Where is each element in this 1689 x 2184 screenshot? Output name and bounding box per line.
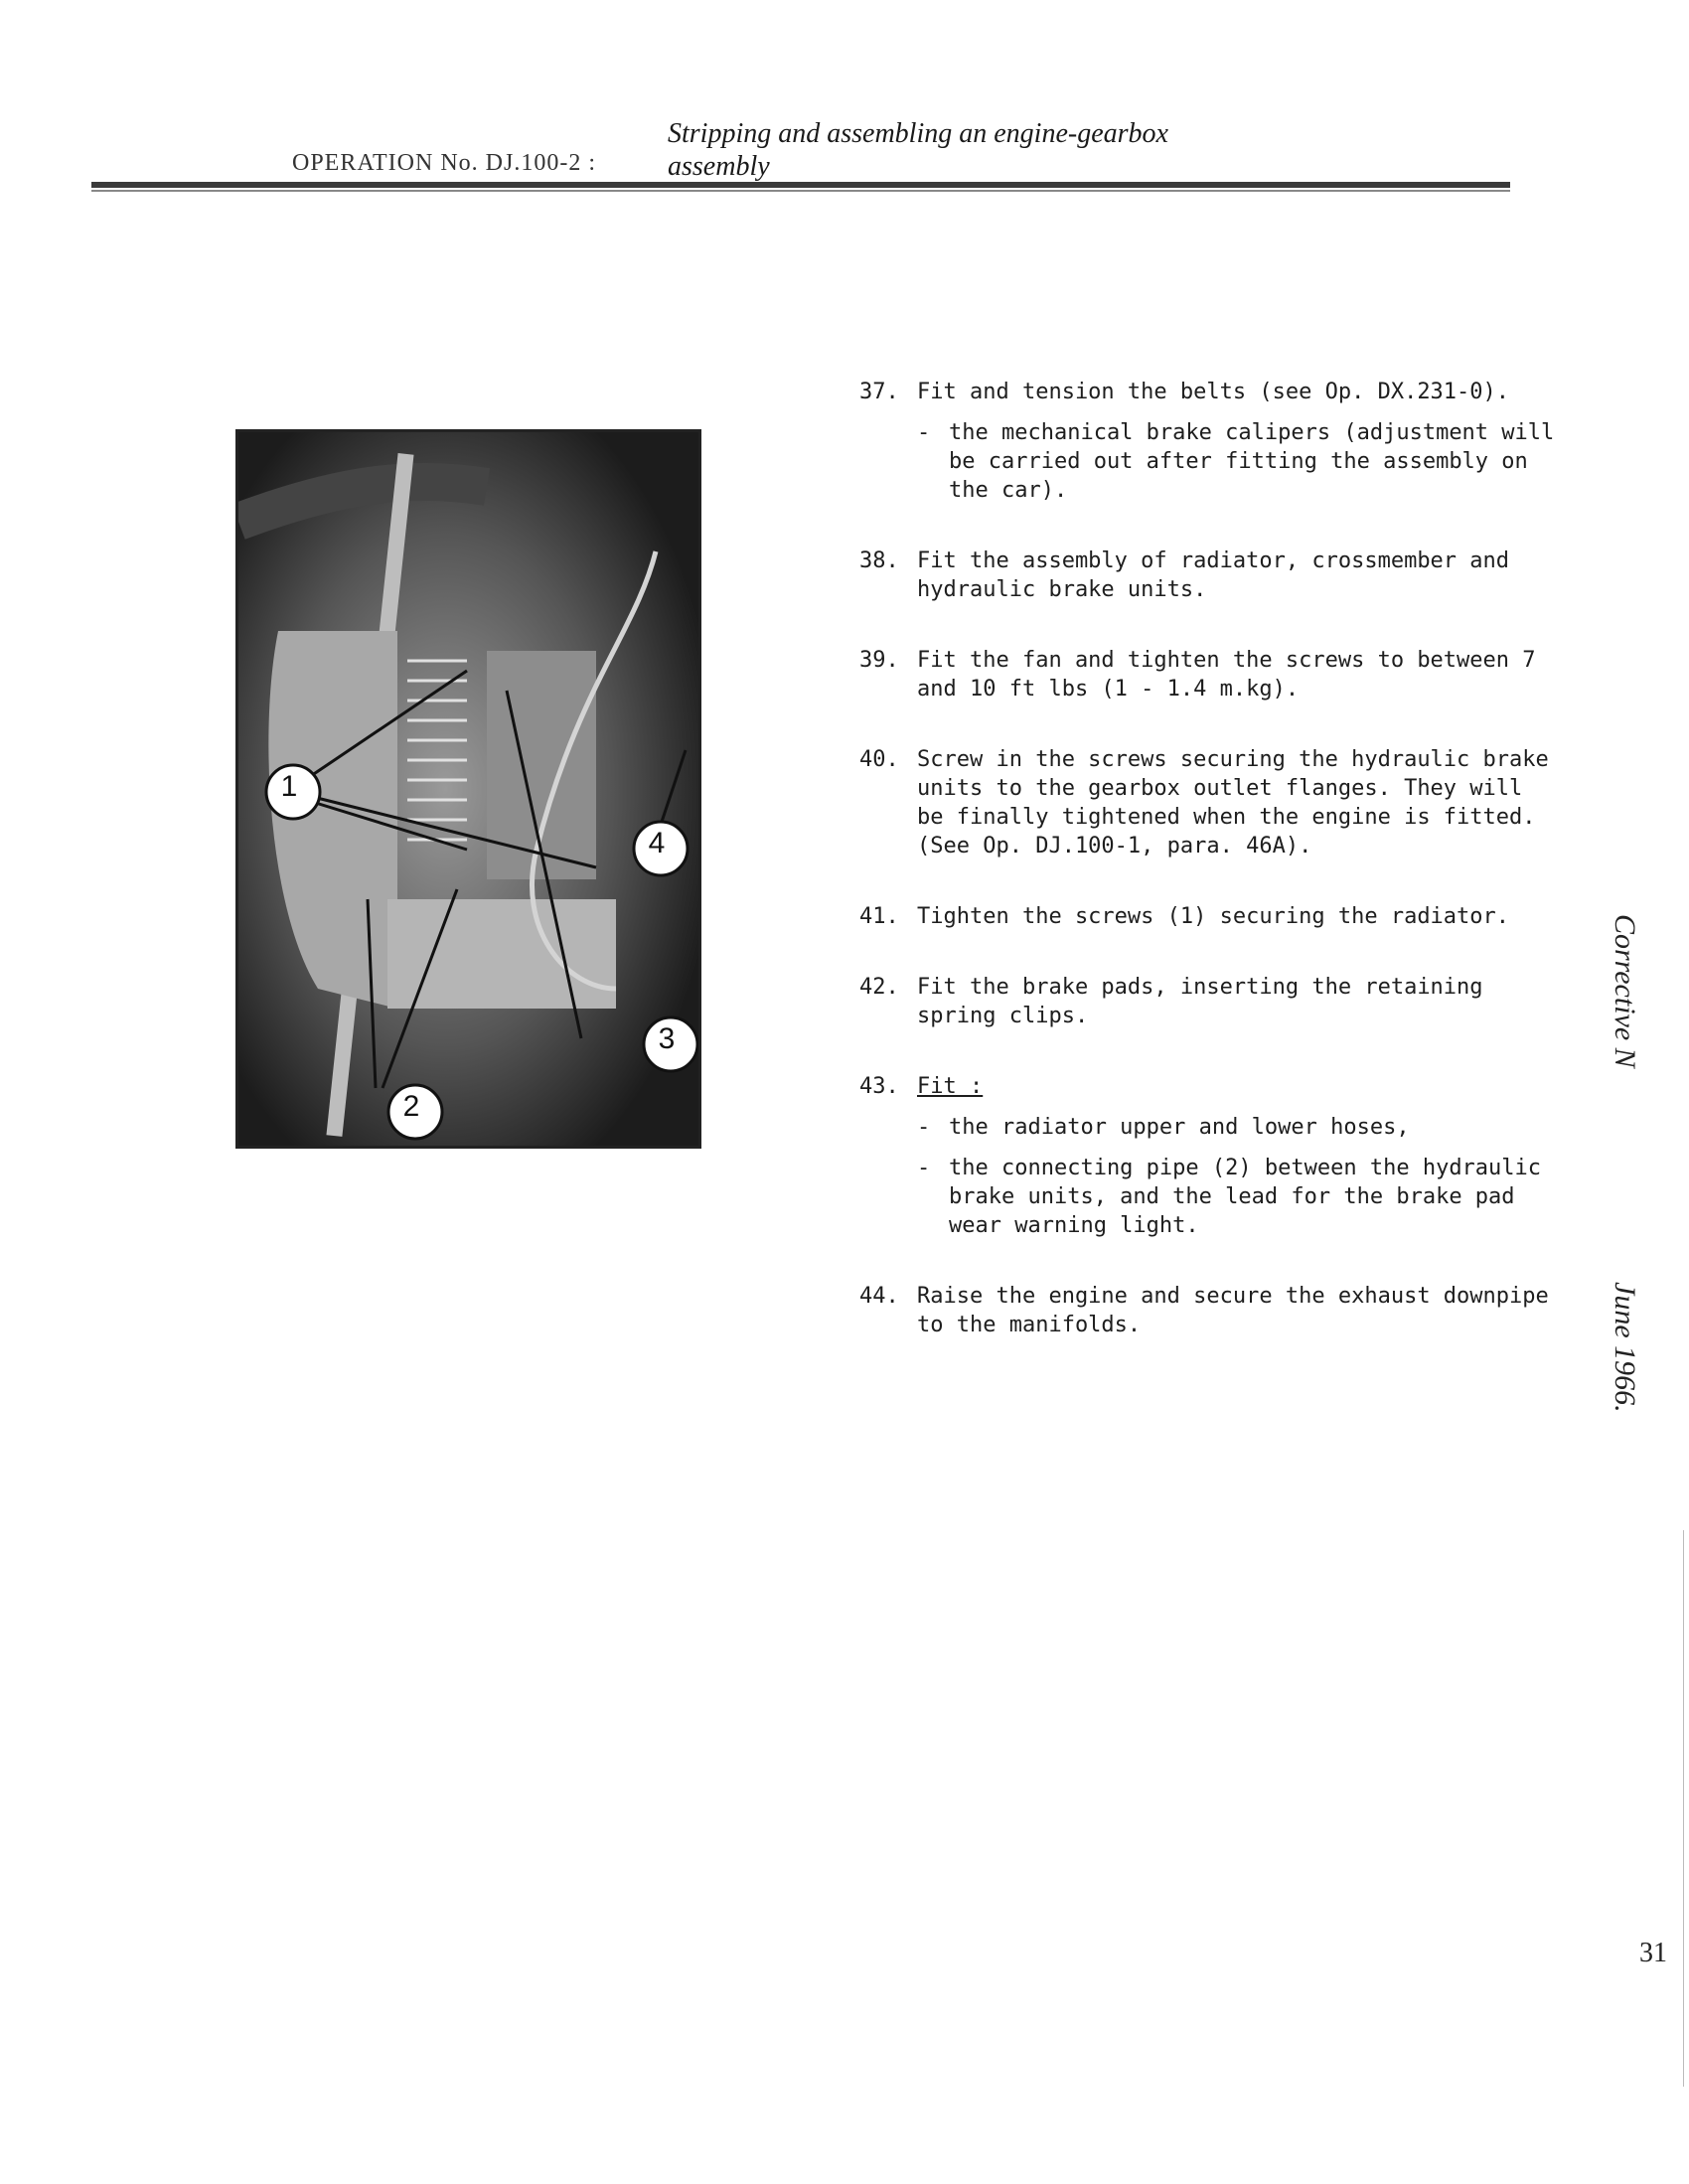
step-40 [859, 745, 1555, 860]
step-text: Fit the assembly of radiator, crossmember and hydraulic brake units. [917, 548, 1510, 602]
step-number: 39. [859, 648, 899, 673]
page-number: 31 [1639, 1938, 1667, 1968]
step-text: Fit : [917, 1074, 984, 1099]
step-42 [859, 973, 1555, 1030]
step-41 [859, 902, 1555, 931]
sub-text: the radiator upper and lower hoses, [949, 1115, 1410, 1140]
step-number: 43. [859, 1074, 899, 1099]
header-rule-thin [91, 190, 1510, 192]
step-number: 41. [859, 904, 899, 929]
callout-4: 4 [648, 827, 666, 859]
step-text: Fit the fan and tighten the screws to between 7 and 10 ft lbs (1 - 1.4 m.kg). [917, 648, 1536, 702]
step-text: Screw in the screws securing the hydraulic brake units to the gearbox outlet flanges. They will be finally tightened when the engine is fitted. (See Op. DJ.100-1, para. 46A). [917, 747, 1549, 858]
step-number: 44. [859, 1284, 899, 1309]
step-43-sub-2 [917, 1154, 1555, 1240]
list-dash: - [917, 1156, 931, 1180]
step-text: Raise the engine and secure the exhaust downpipe to the manifolds. [917, 1284, 1549, 1337]
document-title: Stripping and assembling an engine-gearbox assembly [668, 118, 1168, 182]
step-39 [859, 646, 1555, 703]
step-text: Fit and tension the belts (see Op. DX.231-0). [917, 380, 1510, 404]
step-44 [859, 1282, 1555, 1339]
step-37 [859, 378, 1555, 406]
step-43-sub-1 [917, 1113, 1555, 1142]
scan-edge [1683, 1530, 1684, 2087]
callout-1: 1 [280, 770, 298, 803]
step-38 [859, 546, 1555, 604]
callout-2: 2 [402, 1090, 420, 1123]
step-37-sub [917, 418, 1555, 505]
header-rule [91, 182, 1510, 188]
corrective-note: Corrective N [1609, 914, 1641, 1068]
sub-text: the mechanical brake calipers (adjustment will be carried out after fitting the assembly on the car). [949, 420, 1555, 503]
operation-number: OPERATION No. DJ.100-2 : [292, 150, 596, 176]
step-number: 40. [859, 747, 899, 772]
sub-text: the connecting pipe (2) between the hydraulic brake units, and the lead for the brake pad wear warning light. [949, 1156, 1542, 1238]
step-text: Fit the brake pads, inserting the retaining spring clips. [917, 975, 1483, 1028]
list-dash: - [917, 420, 931, 445]
step-text: Tighten the screws (1) securing the radiator. [917, 904, 1510, 929]
step-number: 38. [859, 548, 899, 573]
issue-date: June 1966. [1609, 1282, 1641, 1413]
step-43 [859, 1072, 1555, 1101]
list-dash: - [917, 1115, 931, 1140]
callout-3: 3 [658, 1022, 676, 1055]
steps-list [859, 378, 1555, 1339]
step-number: 42. [859, 975, 899, 1000]
step-number: 37. [859, 380, 899, 404]
